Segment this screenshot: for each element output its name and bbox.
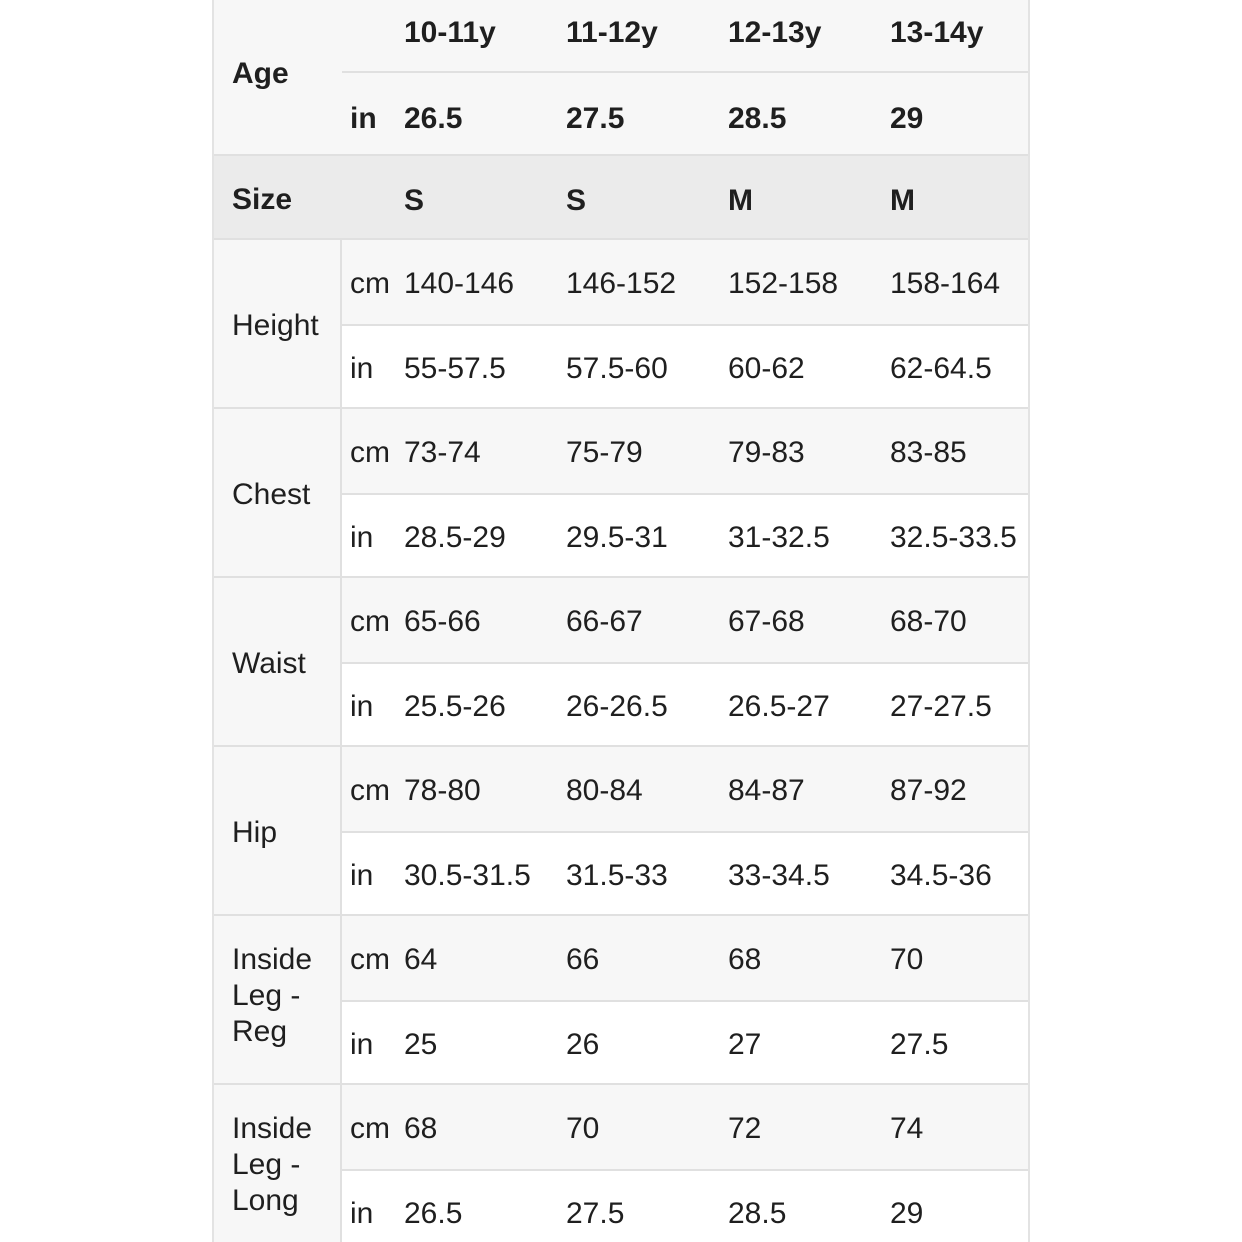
- cm-value: 87-92: [890, 774, 967, 807]
- in-value: 31-32.5: [728, 521, 830, 554]
- cm-value: 68: [404, 1112, 438, 1145]
- unit-divider: [342, 662, 1028, 664]
- size-value: M: [728, 184, 753, 217]
- unit-cm: cm: [350, 1112, 390, 1145]
- measurement-label: Height: [232, 309, 319, 342]
- in-value: 30.5-31.5: [404, 859, 531, 892]
- unit-in: in: [350, 1028, 374, 1061]
- cm-value: 66-67: [566, 605, 643, 638]
- size-value: S: [566, 184, 587, 217]
- unit-cm: cm: [350, 605, 390, 638]
- unit-in: in: [350, 1197, 374, 1230]
- in-value: 28.5: [728, 1197, 787, 1230]
- unit-in: in: [350, 859, 374, 892]
- in-value: 29.5-31: [566, 521, 668, 554]
- cm-value: 65-66: [404, 605, 481, 638]
- in-value: 31.5-33: [566, 859, 668, 892]
- cm-value: 158-164: [890, 267, 1001, 300]
- age-in-value: 28.5: [728, 102, 787, 135]
- in-value: 57.5-60: [566, 352, 668, 385]
- unit-divider: [342, 324, 1028, 326]
- age-in-value: 29: [890, 102, 924, 135]
- age-in-value: 27.5: [566, 102, 625, 135]
- cm-value: 70: [566, 1112, 600, 1145]
- cm-value: 72: [728, 1112, 762, 1145]
- unit-divider: [342, 1000, 1028, 1002]
- cm-value: 146-152: [566, 267, 677, 300]
- cm-value: 64: [404, 943, 438, 976]
- cm-value: 83-85: [890, 436, 967, 469]
- cm-value: 152-158: [728, 267, 839, 300]
- in-value: 26: [566, 1028, 600, 1061]
- in-value: 26.5: [404, 1197, 463, 1230]
- measurement-label: Inside Leg - Reg: [232, 943, 313, 1048]
- in-value: 27.5: [890, 1028, 949, 1061]
- measurement-label: Chest: [232, 478, 311, 511]
- unit-divider: [342, 831, 1028, 833]
- cm-value: 68: [728, 943, 762, 976]
- column-header: 12-13y: [728, 16, 822, 49]
- unit-in: in: [350, 690, 374, 723]
- column-header: 10-11y: [404, 16, 496, 49]
- unit-divider: [342, 1169, 1028, 1171]
- in-value: 62-64.5: [890, 352, 992, 385]
- cm-value: 73-74: [404, 436, 481, 469]
- in-value: 34.5-36: [890, 859, 992, 892]
- age-in-unit: in: [350, 102, 377, 135]
- size-value: S: [404, 184, 425, 217]
- column-header: 13-14y: [890, 16, 984, 49]
- age-label: Age: [232, 57, 289, 90]
- cm-value: 67-68: [728, 605, 805, 638]
- column-header: 11-12y: [566, 16, 658, 49]
- unit-in: in: [350, 352, 374, 385]
- cm-value: 78-80: [404, 774, 481, 807]
- in-value: 28.5-29: [404, 521, 506, 554]
- cm-value: 80-84: [566, 774, 643, 807]
- cm-value: 66: [566, 943, 600, 976]
- in-value: 27.5: [566, 1197, 625, 1230]
- cm-value: 84-87: [728, 774, 805, 807]
- measurement-label: Waist: [232, 647, 306, 680]
- cm-value: 79-83: [728, 436, 805, 469]
- size-chart-table: [212, 0, 1030, 1242]
- age-in-value: 26.5: [404, 102, 463, 135]
- in-value: 29: [890, 1197, 924, 1230]
- unit-in: in: [350, 521, 374, 554]
- in-value: 33-34.5: [728, 859, 830, 892]
- unit-cm: cm: [350, 943, 390, 976]
- unit-divider: [342, 493, 1028, 495]
- label-column-divider: [340, 240, 342, 1242]
- cm-value: 68-70: [890, 605, 967, 638]
- unit-cm: cm: [350, 774, 390, 807]
- size-label: Size: [232, 183, 293, 216]
- in-value: 25.5-26: [404, 690, 506, 723]
- in-value: 32.5-33.5: [890, 521, 1017, 554]
- in-value: 55-57.5: [404, 352, 506, 385]
- age-divider: [342, 71, 1028, 73]
- in-value: 26.5-27: [728, 690, 830, 723]
- unit-cm: cm: [350, 267, 390, 300]
- measurement-label: Inside Leg - Long: [232, 1112, 313, 1217]
- cm-value: 70: [890, 943, 924, 976]
- measurement-label: Hip: [232, 816, 278, 849]
- in-value: 27: [728, 1028, 762, 1061]
- in-value: 25: [404, 1028, 438, 1061]
- cm-value: 74: [890, 1112, 924, 1145]
- cm-value: 140-146: [404, 267, 515, 300]
- in-value: 26-26.5: [566, 690, 668, 723]
- in-value: 60-62: [728, 352, 805, 385]
- cm-value: 75-79: [566, 436, 643, 469]
- unit-cm: cm: [350, 436, 390, 469]
- size-value: M: [890, 184, 915, 217]
- in-value: 27-27.5: [890, 690, 992, 723]
